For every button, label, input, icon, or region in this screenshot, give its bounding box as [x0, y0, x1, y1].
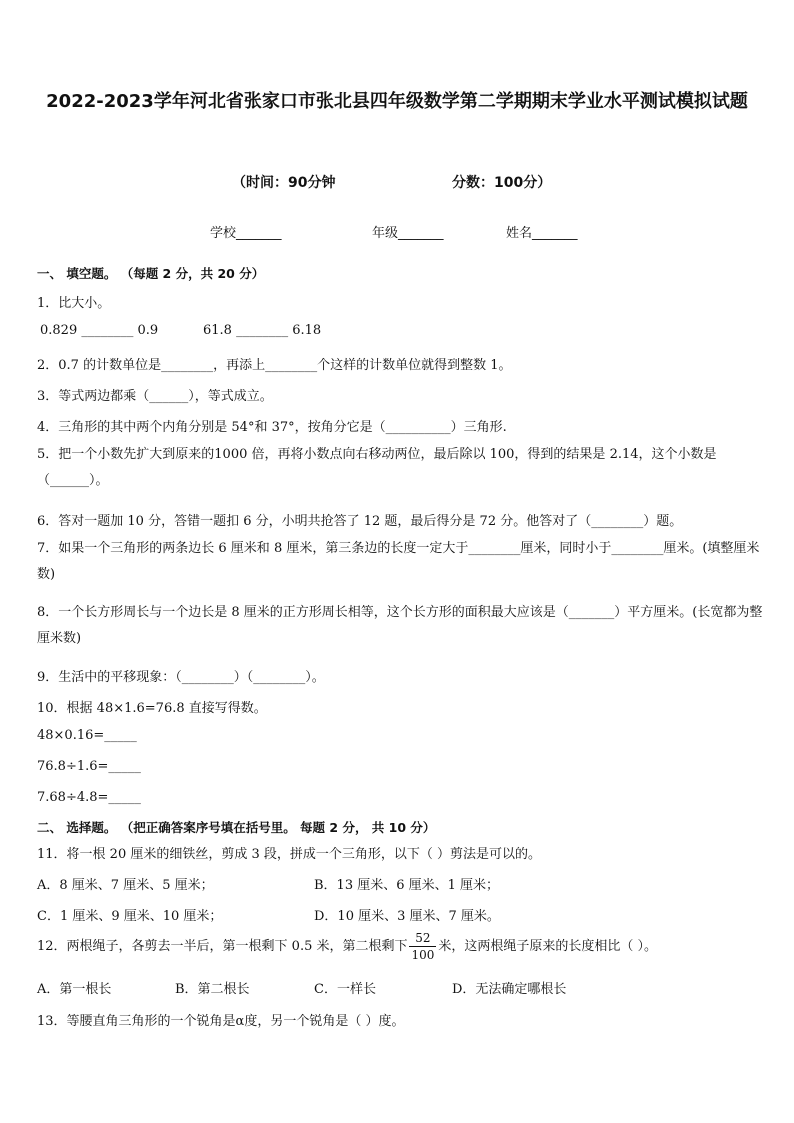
question-10-item-b: 76.8÷1.6=_____ [37, 759, 141, 774]
section2-heading: 二、 选择题。 （把正确答案序号填在括号里。 每题 2 分， 共 10 分） [37, 820, 436, 835]
question-1-item-a: 0.829 ________ 0.9 [40, 323, 159, 338]
question-12-option-c: C．一样长 [314, 982, 376, 997]
question-2: 2．0.7 的计数单位是________，再添上________个这样的计数单位就得到整数 1。 [37, 358, 512, 373]
fraction-denominator: 100 [411, 948, 435, 962]
section1-heading: 一、 填空题。 （每题 2 分，共 20 分） [37, 266, 265, 281]
school-field: 学校_______ [210, 226, 282, 241]
exam-score: 分数：100分） [452, 175, 552, 191]
question-10: 10．根据 48×1.6=76.8 直接写得数。 [37, 701, 267, 716]
question-11-option-a: A．8 厘米、7 厘米、5 厘米； [37, 878, 214, 893]
question-4: 4．三角形的其中两个内角分别是 54°和 37°，按角分它是（__________）三角形. [37, 420, 507, 435]
question-6: 6．答对一题加 10 分，答错一题扣 6 分，小明共抢答了 12 题，最后得分是 72 分。他答对了（________）题。 [37, 514, 683, 529]
question-12-fraction [409, 930, 436, 963]
question-7: 7．如果一个三角形的两条边长 6 厘米和 8 厘米，第三条边的长度一定大于________厘米，同时小于________厘米。(填整厘米数) [37, 541, 760, 582]
question-1: 1．比大小。 [37, 296, 111, 311]
question-13: 13．等腰直角三角形的一个锐角是α度，另一个锐角是（ ）度。 [37, 1014, 405, 1029]
question-10-item-a: 48×0.16=_____ [37, 728, 137, 743]
grade-field: 年级_______ [372, 226, 444, 241]
question-11-option-b: B．13 厘米、6 厘米、1 厘米； [314, 878, 500, 893]
question-1-item-b: 61.8 ________ 6.18 [203, 323, 322, 338]
question-8: 8．一个长方形周长与一个边长是 8 厘米的正方形周长相等，这个长方形的面积最大应该是（_______）平方厘米。(长宽都为整厘米数) [37, 605, 763, 646]
question-11: 11．将一根 20 厘米的细铁丝，剪成 3 段，拼成一个三角形，以下（ ）剪法是可以的。 [37, 847, 542, 862]
question-12-option-d: D．无法确定哪根长 [452, 982, 567, 997]
question-5: 5．把一个小数先扩大到原来的1000 倍，再将小数点向右移动两位，最后除以 100，得到的结果是 2.14，这个小数是（______）。 [37, 447, 717, 488]
question-9: 9．生活中的平移现象：（________）（________）。 [37, 670, 325, 685]
exam-time: （时间：90分钟 [232, 175, 336, 191]
question-12-text: 12．两根绳子，各剪去一半后，第一根剩下 0.5 米，第二根剩下 [37, 939, 408, 954]
fraction-numerator: 52 [409, 930, 436, 947]
page-title: 2022-2023学年河北省张家口市张北县四年级数学第二学期期末学业水平测试模拟试题 [46, 91, 748, 112]
name-field: 姓名_______ [506, 226, 578, 241]
question-3: 3．等式两边都乘（______），等式成立。 [37, 389, 273, 404]
question-12-option-a: A．第一根长 [37, 982, 112, 997]
question-10-item-c: 7.68÷4.8=_____ [37, 790, 141, 805]
question-12-text-end: 米，这两根绳子原来的长度相比（ ）。 [438, 939, 658, 954]
question-12-option-b: B．第二根长 [175, 982, 250, 997]
question-12 [37, 930, 657, 963]
question-11-option-c: C．1 厘米、9 厘米、10 厘米； [37, 909, 223, 924]
question-11-option-d: D．10 厘米、3 厘米、7 厘米。 [314, 909, 500, 924]
